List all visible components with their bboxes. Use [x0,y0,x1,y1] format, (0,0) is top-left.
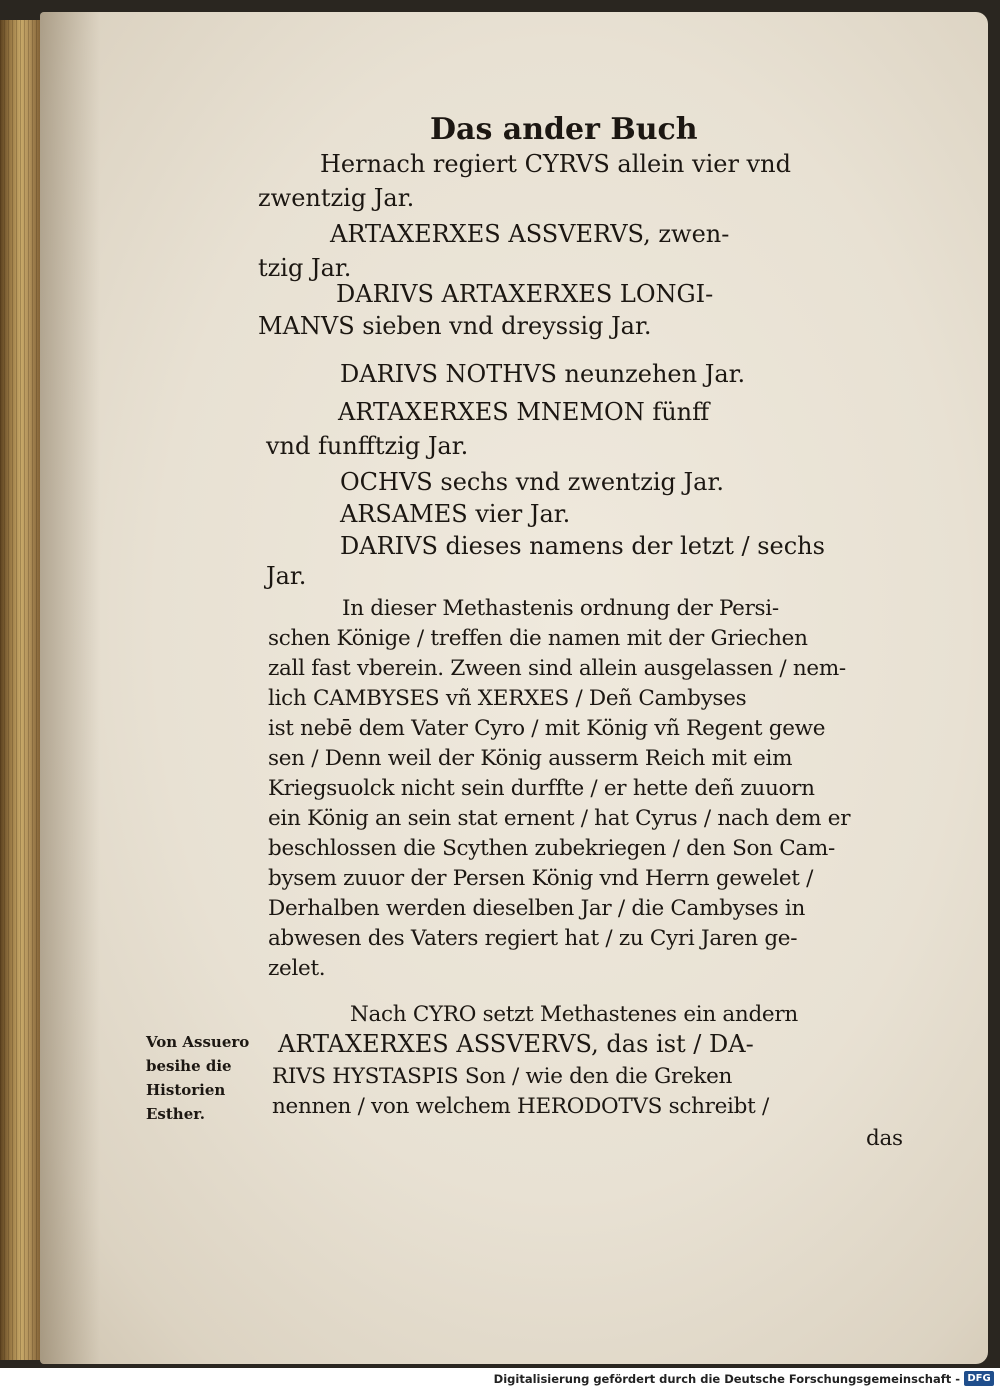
text-line: ARSAMES vier Jar. [340,500,571,528]
footer-bar [0,1368,1000,1390]
text-line: DARIVS ARTAXERXES LONGI- [336,280,714,308]
text-line: vnd funfftzig Jar. [266,432,469,460]
book-edge [0,20,42,1360]
text-line: Hernach regiert CYRVS allein vier vnd [320,150,791,178]
text-line: OCHVS sechs vnd zwentzig Jar. [340,468,724,496]
text-line: ARTAXERXES ASSVERVS, das ist / DA- [278,1030,754,1058]
margin-note-line: Esther. [146,1105,206,1123]
text-line: Derhalben werden dieselben Jar / die Cambyses in [268,896,806,921]
text-line: nennen / von welchem HERODOTVS schreibt / [272,1094,769,1119]
margin-note-line: Historien [146,1081,226,1099]
margin-note-line: Von Assuero [146,1033,250,1051]
text-line: lich CAMBYSES vñ XERXES / Deñ Cambyses [268,686,747,711]
text-line: zwentzig Jar. [258,184,415,212]
text-line: Jar. [266,562,307,590]
text-line: zelet. [268,956,326,981]
running-head: Das ander Buch [430,112,698,147]
text-line: ARTAXERXES MNEMON fünff [338,398,710,426]
text-line: sen / Denn weil der König ausserm Reich mit eim [268,746,793,771]
funding-credit: Digitalisierung gefördert durch die Deutsche Forschungsgemeinschaft - [493,1372,960,1386]
text-line: beschlossen die Scythen zubekriegen / den Son Cam- [268,836,835,861]
catchword: das [866,1126,903,1151]
margin-note [146,1030,249,1126]
margin-note-line: besihe die [146,1057,232,1075]
text-line: ARTAXERXES ASSVERVS, zwen- [330,220,730,248]
text-line: ein König an sein stat ernent / hat Cyrus / nach dem er [268,806,851,831]
text-line: ist nebē dem Vater Cyro / mit König vñ Regent gewe [268,716,826,741]
text-line: MANVS sieben vnd dreyssig Jar. [258,312,652,340]
text-line: In dieser Methastenis ordnung der Persi- [342,596,779,621]
text-line: zall fast vberein. Zween sind allein ausgelassen / nem- [268,656,846,681]
text-line: abwesen des Vaters regiert hat / zu Cyri Jaren ge- [268,926,798,951]
text-line: DARIVS dieses namens der letzt / sechs [340,532,825,560]
text-line: Nach CYRO setzt Methastenes ein andern [350,1002,798,1027]
text-line: tzig Jar. [258,254,352,282]
text-line: RIVS HYSTASPIS Son / wie den die Greken [272,1064,733,1089]
text-line: DARIVS NOTHVS neunzehen Jar. [340,360,746,388]
dfg-logo: DFG [964,1371,994,1386]
text-line: Kriegsuolck nicht sein durffte / er hette deñ zuuorn [268,776,815,801]
text-line: bysem zuuor der Persen König vnd Herrn gewelet / [268,866,814,891]
text-line: schen Könige / treffen die namen mit der Griechen [268,626,808,651]
gutter-shadow [40,12,100,1364]
